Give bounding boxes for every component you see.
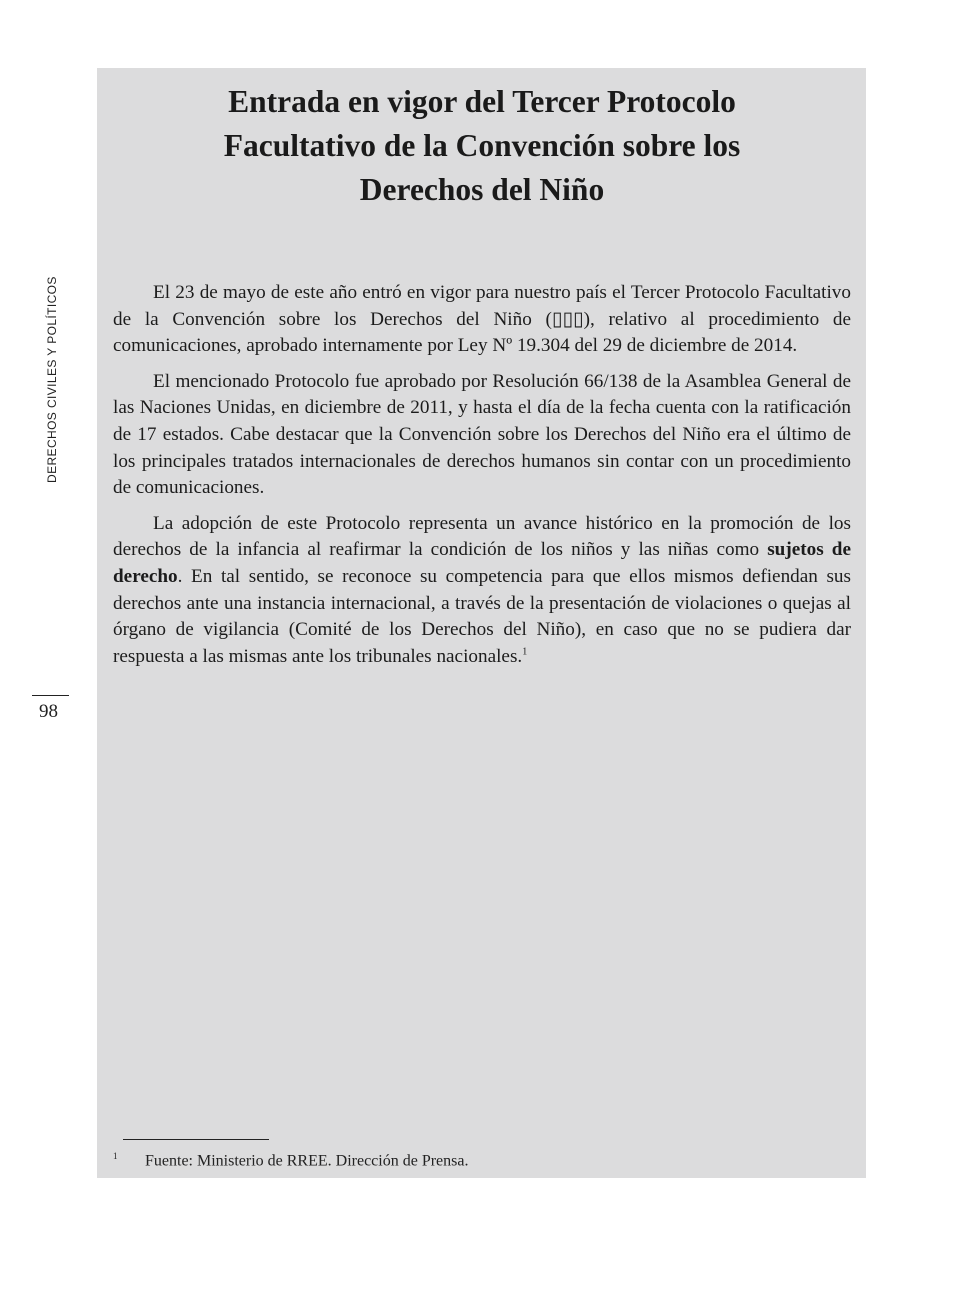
emphasis-sujetos-de-derecho: sujetos de derecho xyxy=(113,539,851,587)
paragraph-2: El mencionado Protocolo fue aprobado por Resolución 66/138 de la Asamblea General de las Naciones Unidas, en diciembre de 2011, y hasta el día de la fecha cuenta con la ratificación de 17 estados. Cabe destacar que la Convención sobre los Derechos del Niño era el último de los principales tratados internacionales de derechos humanos sin contar con un procedimiento de comunicaciones. xyxy=(113,370,851,499)
title-line: Derechos del Niño xyxy=(359,172,605,207)
paragraph-3-text: La adopción de este Protocolo representa un avance histórico en la promoción de los derechos de la infancia al reafirmar la condición de los niños y las niñas como xyxy=(113,512,851,561)
footnote-mark: 1 xyxy=(113,1151,118,1161)
page-number-rule xyxy=(32,695,69,696)
page-number: 98 xyxy=(39,701,58,722)
article-body xyxy=(113,280,851,679)
title-line: Facultativo de la Convención sobre los xyxy=(223,128,741,163)
paragraph-3 xyxy=(113,511,851,671)
footnote xyxy=(113,1145,468,1172)
paragraph-1: El 23 de mayo de este año entró en vigor para nuestro país el Tercer Protocolo Facultativo de la Convención sobre los Derechos del Niño (▯▯▯), relativo al procedimiento de comunicaciones, aprobado internamente por Ley Nº 19.304 del 29 de diciembre de 2014. xyxy=(113,282,851,357)
footnote-rule xyxy=(123,1139,269,1140)
section-side-label: DERECHOS CIVILES Y POLÍTICOS xyxy=(45,276,59,483)
footnote-text: Fuente: Ministerio de RREE. Dirección de Prensa. xyxy=(145,1152,469,1170)
article-title xyxy=(0,80,964,212)
footnote-reference: 1 xyxy=(522,646,528,658)
title-line: Entrada en vigor del Tercer Protocolo xyxy=(228,84,736,119)
paragraph-3-text-end: . En tal sentido, se reconoce su competencia para que ellos mismos defiendan sus derechos ante una instancia internacional, a través de la presentación de violaciones o quejas al órgano de vigilancia (Comité de los Derechos del Niño), en caso que no se pudiera dar respuesta a las mismas ante los tribunales nacionales. xyxy=(113,565,851,667)
